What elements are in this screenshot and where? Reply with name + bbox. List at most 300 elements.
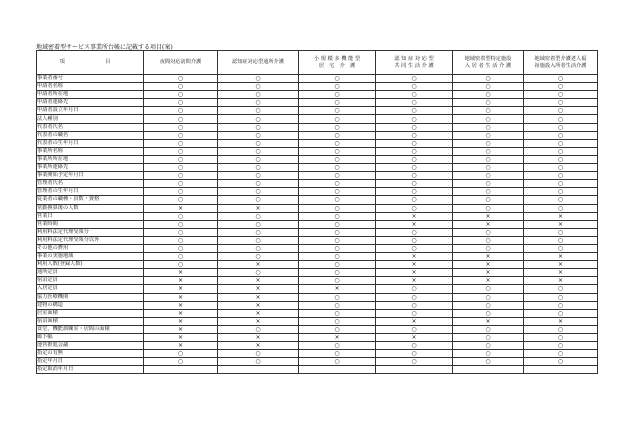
table-row	[37, 220, 598, 228]
applicability-mark: ○	[524, 123, 598, 131]
applicability-mark: ×	[144, 309, 218, 317]
table-row	[37, 228, 598, 236]
applicability-mark: ○	[453, 75, 524, 83]
applicability-mark: ○	[524, 172, 598, 180]
applicability-mark: ×	[453, 269, 524, 277]
applicability-mark: ○	[453, 180, 524, 188]
applicability-mark: ○	[376, 180, 453, 188]
applicability-mark: ○	[218, 350, 299, 358]
applicability-mark: ○	[376, 75, 453, 83]
applicability-mark: ○	[376, 99, 453, 107]
applicability-mark: ○	[218, 325, 299, 333]
applicability-mark: ×	[524, 212, 598, 220]
applicability-mark: ○	[144, 83, 218, 91]
applicability-mark: ○	[376, 172, 453, 180]
document-title: 地域密着型サービス事業所台帳に記載する項目(案)	[36, 44, 173, 51]
applicability-mark: ○	[144, 164, 218, 172]
applicability-mark: ○	[218, 99, 299, 107]
applicability-mark: ○	[453, 236, 524, 244]
row-label: 事業所所在地	[37, 155, 144, 163]
row-label: 食堂、機能訓練室・居間の面積	[37, 325, 144, 333]
applicability-mark: ○	[376, 83, 453, 91]
applicability-mark: ×	[453, 277, 524, 285]
applicability-mark: ○	[218, 123, 299, 131]
applicability-mark: ○	[218, 180, 299, 188]
applicability-mark: ×	[376, 253, 453, 261]
applicability-mark: ○	[218, 228, 299, 236]
table-row	[37, 342, 598, 350]
applicability-mark: ○	[376, 342, 453, 350]
applicability-mark: ×	[524, 317, 598, 325]
applicability-mark: ○	[453, 107, 524, 115]
table-body	[37, 75, 598, 374]
applicability-mark: ○	[453, 325, 524, 333]
applicability-mark: ×	[376, 261, 453, 269]
row-label: 運営推進会議	[37, 342, 144, 350]
applicability-mark: ○	[453, 301, 524, 309]
applicability-mark	[524, 366, 598, 374]
applicability-mark: ○	[299, 317, 376, 325]
applicability-mark: ○	[299, 188, 376, 196]
applicability-mark: ○	[144, 99, 218, 107]
applicability-mark: ○	[453, 164, 524, 172]
applicability-mark: ○	[524, 75, 598, 83]
applicability-mark: ○	[524, 228, 598, 236]
applicability-mark: ×	[453, 220, 524, 228]
applicability-mark: ○	[299, 196, 376, 204]
applicability-mark: ○	[144, 180, 218, 188]
applicability-mark: ○	[218, 253, 299, 261]
table-row	[37, 204, 598, 212]
applicability-mark: ○	[144, 75, 218, 83]
applicability-mark: ○	[218, 155, 299, 163]
table-row	[37, 196, 598, 204]
applicability-mark: ○	[453, 83, 524, 91]
row-label: 常勤換算後の人数	[37, 204, 144, 212]
applicability-mark: ×	[376, 277, 453, 285]
applicability-mark: ○	[144, 115, 218, 123]
applicability-mark: ○	[524, 293, 598, 301]
applicability-mark: ○	[524, 301, 598, 309]
applicability-mark: ○	[144, 358, 218, 366]
applicability-mark: ×	[524, 220, 598, 228]
applicability-mark: ○	[376, 107, 453, 115]
applicability-mark: ○	[218, 164, 299, 172]
applicability-mark: ○	[299, 172, 376, 180]
applicability-mark: ○	[218, 139, 299, 147]
applicability-mark: ○	[299, 220, 376, 228]
applicability-mark: ○	[376, 155, 453, 163]
applicability-mark: ○	[218, 91, 299, 99]
applicability-mark: ○	[453, 350, 524, 358]
row-label: 申請者連絡先	[37, 99, 144, 107]
applicability-mark: ○	[218, 220, 299, 228]
table-row	[37, 139, 598, 147]
applicability-mark: ○	[299, 350, 376, 358]
row-label: 管理者氏名	[37, 180, 144, 188]
applicability-mark: ○	[524, 325, 598, 333]
applicability-mark: ○	[376, 301, 453, 309]
applicability-mark: ×	[218, 261, 299, 269]
applicability-mark: ○	[299, 342, 376, 350]
table-header-row	[37, 51, 598, 75]
applicability-mark: ○	[376, 350, 453, 358]
applicability-mark: ×	[218, 285, 299, 293]
applicability-mark: ○	[524, 164, 598, 172]
row-label: 法人種別	[37, 115, 144, 123]
applicability-mark: ○	[376, 244, 453, 252]
table-row	[37, 83, 598, 91]
row-label: 利用料法定代理受領分以外	[37, 236, 144, 244]
header-welfare-facility: 地域密着型介護老人福 祉施設入所者生活介護	[524, 51, 598, 75]
table-row	[37, 309, 598, 317]
applicability-mark: ○	[524, 285, 598, 293]
applicability-mark: ○	[299, 155, 376, 163]
row-label: 指定の有無	[37, 350, 144, 358]
row-label: 通所定員	[37, 269, 144, 277]
applicability-mark: ○	[218, 172, 299, 180]
row-label: 事業の実施地域	[37, 253, 144, 261]
table-row	[37, 131, 598, 139]
table-row	[37, 317, 598, 325]
row-label: 利用人数(登録人数)	[37, 261, 144, 269]
table-row	[37, 123, 598, 131]
applicability-mark: ○	[299, 236, 376, 244]
applicability-mark: ○	[299, 309, 376, 317]
applicability-mark: ×	[218, 334, 299, 342]
applicability-mark: ×	[218, 301, 299, 309]
service-items-table	[36, 50, 598, 374]
row-label: 従業者の職種・員数・資格	[37, 196, 144, 204]
applicability-mark: ○	[299, 99, 376, 107]
table-row	[37, 107, 598, 115]
applicability-mark: ○	[218, 236, 299, 244]
applicability-mark: ×	[144, 204, 218, 212]
row-label: 代表者の生年月日	[37, 139, 144, 147]
applicability-mark: ○	[453, 228, 524, 236]
applicability-mark: ×	[144, 342, 218, 350]
table-row	[37, 301, 598, 309]
applicability-mark: ○	[453, 358, 524, 366]
applicability-mark: ×	[376, 317, 453, 325]
row-label: 入居定員	[37, 285, 144, 293]
applicability-mark: ○	[453, 147, 524, 155]
row-label: 管理者の生年月日	[37, 188, 144, 196]
applicability-mark: ○	[453, 244, 524, 252]
applicability-mark: ×	[144, 293, 218, 301]
applicability-mark: ○	[376, 228, 453, 236]
applicability-mark: ○	[299, 83, 376, 91]
applicability-mark: ×	[144, 277, 218, 285]
applicability-mark: ○	[524, 115, 598, 123]
applicability-mark: ×	[376, 269, 453, 277]
applicability-mark: ×	[524, 253, 598, 261]
applicability-mark: ○	[376, 236, 453, 244]
applicability-mark: ○	[144, 172, 218, 180]
applicability-mark: ○	[299, 75, 376, 83]
applicability-mark: ○	[524, 309, 598, 317]
applicability-mark: ○	[376, 293, 453, 301]
applicability-mark: ○	[144, 188, 218, 196]
row-label: 指定取消年月日	[37, 366, 144, 374]
applicability-mark: ○	[453, 188, 524, 196]
applicability-mark: ○	[376, 188, 453, 196]
row-label: その他の費用	[37, 244, 144, 252]
applicability-mark: ×	[299, 334, 376, 342]
applicability-mark: ×	[218, 317, 299, 325]
applicability-mark: ○	[376, 285, 453, 293]
applicability-mark: ○	[218, 115, 299, 123]
table-row	[37, 164, 598, 172]
applicability-mark: ○	[299, 261, 376, 269]
applicability-mark: ○	[453, 172, 524, 180]
row-label: 代表者氏名	[37, 123, 144, 131]
applicability-mark: ○	[376, 139, 453, 147]
table-row	[37, 155, 598, 163]
applicability-mark: ×	[144, 301, 218, 309]
applicability-mark	[299, 366, 376, 374]
applicability-mark: ○	[524, 188, 598, 196]
applicability-mark: ○	[299, 139, 376, 147]
applicability-mark: ×	[524, 277, 598, 285]
applicability-mark: ○	[524, 155, 598, 163]
applicability-mark: ○	[299, 91, 376, 99]
applicability-mark: ○	[299, 293, 376, 301]
applicability-mark: ○	[218, 244, 299, 252]
applicability-mark	[453, 366, 524, 374]
applicability-mark: ○	[218, 75, 299, 83]
applicability-mark: ○	[144, 196, 218, 204]
applicability-mark: ×	[144, 285, 218, 293]
applicability-mark: ○	[376, 147, 453, 155]
table-row	[37, 147, 598, 155]
applicability-mark: ○	[376, 123, 453, 131]
row-label: 事業所名称	[37, 147, 144, 155]
applicability-mark: ○	[144, 350, 218, 358]
applicability-mark: ○	[524, 147, 598, 155]
applicability-mark: ○	[376, 91, 453, 99]
applicability-mark: ○	[299, 269, 376, 277]
row-label: 指定年月日	[37, 358, 144, 366]
applicability-mark: ○	[299, 277, 376, 285]
applicability-mark: ○	[299, 228, 376, 236]
applicability-mark: ×	[453, 212, 524, 220]
header-item: 項 目	[37, 51, 144, 75]
table-row	[37, 277, 598, 285]
applicability-mark: ○	[376, 358, 453, 366]
applicability-mark: ×	[144, 325, 218, 333]
row-label: 廊下幅	[37, 334, 144, 342]
applicability-mark: ○	[144, 131, 218, 139]
applicability-mark: ○	[299, 123, 376, 131]
applicability-mark: ○	[524, 91, 598, 99]
header-night-home-care: 夜間対応訪問介護	[144, 51, 218, 75]
applicability-mark: ○	[453, 334, 524, 342]
applicability-mark: ○	[453, 123, 524, 131]
applicability-mark: ○	[524, 180, 598, 188]
header-dementia-day-care: 認知症対応型通所介護	[218, 51, 299, 75]
table-row	[37, 115, 598, 123]
applicability-mark: ○	[299, 301, 376, 309]
applicability-mark: ○	[299, 253, 376, 261]
applicability-mark: ○	[299, 180, 376, 188]
applicability-mark: ○	[144, 261, 218, 269]
table-row	[37, 325, 598, 333]
applicability-mark: ○	[218, 83, 299, 91]
table-row	[37, 212, 598, 220]
applicability-mark: ○	[299, 107, 376, 115]
applicability-mark: ○	[453, 285, 524, 293]
applicability-mark: ×	[218, 204, 299, 212]
applicability-mark: ×	[218, 277, 299, 285]
applicability-mark: ○	[218, 196, 299, 204]
applicability-mark: ○	[144, 212, 218, 220]
applicability-mark: ○	[144, 236, 218, 244]
applicability-mark: ○	[524, 244, 598, 252]
applicability-mark: ○	[218, 147, 299, 155]
applicability-mark	[376, 366, 453, 374]
row-label: 協力医療機関	[37, 293, 144, 301]
applicability-mark: ○	[218, 358, 299, 366]
applicability-mark: ○	[453, 204, 524, 212]
applicability-mark: ○	[144, 220, 218, 228]
row-label: 申請者設立年月日	[37, 107, 144, 115]
applicability-mark: ○	[144, 139, 218, 147]
applicability-mark: ○	[376, 325, 453, 333]
applicability-mark: ○	[524, 83, 598, 91]
applicability-mark: ○	[524, 131, 598, 139]
applicability-mark	[218, 366, 299, 374]
applicability-mark: ○	[453, 115, 524, 123]
applicability-mark: ○	[299, 131, 376, 139]
applicability-mark: ×	[376, 334, 453, 342]
applicability-mark: ○	[524, 342, 598, 350]
applicability-mark: ○	[376, 131, 453, 139]
applicability-mark: ○	[299, 115, 376, 123]
table-row	[37, 261, 598, 269]
applicability-mark: ○	[453, 196, 524, 204]
row-label: 建物の構造	[37, 301, 144, 309]
applicability-mark: ○	[218, 131, 299, 139]
applicability-mark: ×	[453, 253, 524, 261]
row-label: 営業日	[37, 212, 144, 220]
applicability-mark: ○	[376, 115, 453, 123]
applicability-mark: ○	[524, 358, 598, 366]
applicability-mark: ○	[453, 309, 524, 317]
applicability-mark: ×	[299, 285, 376, 293]
table-row	[37, 236, 598, 244]
table-row	[37, 334, 598, 342]
applicability-mark: ○	[299, 164, 376, 172]
applicability-mark: ○	[453, 155, 524, 163]
header-specified-facility: 地域密着型特定施設 入 居 者 生 活 介 護	[453, 51, 524, 75]
applicability-mark: ×	[218, 293, 299, 301]
applicability-mark: ×	[144, 317, 218, 325]
applicability-mark: ×	[218, 309, 299, 317]
row-label: 営業時間	[37, 220, 144, 228]
applicability-mark: ○	[299, 358, 376, 366]
applicability-mark: ○	[299, 204, 376, 212]
applicability-mark: ○	[144, 228, 218, 236]
applicability-mark: ○	[144, 91, 218, 99]
applicability-mark: ○	[524, 350, 598, 358]
applicability-mark: ○	[144, 107, 218, 115]
table-row	[37, 293, 598, 301]
row-label: 宿泊面積	[37, 317, 144, 325]
applicability-mark: ○	[453, 293, 524, 301]
applicability-mark: ○	[144, 253, 218, 261]
applicability-mark: ×	[453, 261, 524, 269]
applicability-mark: ×	[144, 334, 218, 342]
row-label: 宿泊定員	[37, 277, 144, 285]
applicability-mark: ○	[524, 204, 598, 212]
applicability-mark: ○	[218, 107, 299, 115]
table-row	[37, 99, 598, 107]
applicability-mark: ○	[218, 212, 299, 220]
row-label: 申請者所在地	[37, 91, 144, 99]
applicability-mark: ○	[376, 309, 453, 317]
applicability-mark: ○	[453, 139, 524, 147]
applicability-mark: ○	[453, 342, 524, 350]
table-row	[37, 253, 598, 261]
applicability-mark: ○	[524, 196, 598, 204]
applicability-mark: ○	[144, 123, 218, 131]
table-row	[37, 180, 598, 188]
applicability-mark: ○	[144, 147, 218, 155]
applicability-mark: ×	[144, 269, 218, 277]
applicability-mark: ○	[299, 212, 376, 220]
applicability-mark: ○	[376, 196, 453, 204]
applicability-mark: ○	[524, 334, 598, 342]
row-label: 申請者名称	[37, 83, 144, 91]
table-row	[37, 75, 598, 83]
applicability-mark: ○	[144, 244, 218, 252]
applicability-mark: ×	[524, 269, 598, 277]
table-row	[37, 244, 598, 252]
table-row	[37, 91, 598, 99]
table-row	[37, 358, 598, 366]
applicability-mark: ○	[376, 164, 453, 172]
applicability-mark: ○	[144, 155, 218, 163]
applicability-mark: ○	[376, 204, 453, 212]
header-small-multifunction: 小 規 模 多 機 能 型 居 宅 介 護	[299, 51, 376, 75]
row-label: 利用料法定代理受領分	[37, 228, 144, 236]
applicability-mark: ○	[299, 147, 376, 155]
row-label: 事業所連絡先	[37, 164, 144, 172]
applicability-mark: ○	[524, 107, 598, 115]
applicability-mark: ○	[218, 188, 299, 196]
applicability-mark: ×	[218, 342, 299, 350]
applicability-mark: ○	[218, 269, 299, 277]
applicability-mark: ○	[453, 91, 524, 99]
applicability-mark: ○	[453, 99, 524, 107]
row-label: 居室面積	[37, 309, 144, 317]
applicability-mark	[144, 366, 218, 374]
applicability-mark: ○	[299, 244, 376, 252]
table-row	[37, 350, 598, 358]
applicability-mark: ○	[453, 131, 524, 139]
header-dementia-group-home: 認 知 症 対 応 型 共 同 生 活 介 護	[376, 51, 453, 75]
applicability-mark: ○	[299, 325, 376, 333]
applicability-mark: ○	[524, 99, 598, 107]
table-row	[37, 366, 598, 374]
applicability-mark: ×	[376, 220, 453, 228]
applicability-mark: ×	[453, 317, 524, 325]
table-row	[37, 285, 598, 293]
row-label: 事業者番号	[37, 75, 144, 83]
table-row	[37, 188, 598, 196]
table-row	[37, 269, 598, 277]
